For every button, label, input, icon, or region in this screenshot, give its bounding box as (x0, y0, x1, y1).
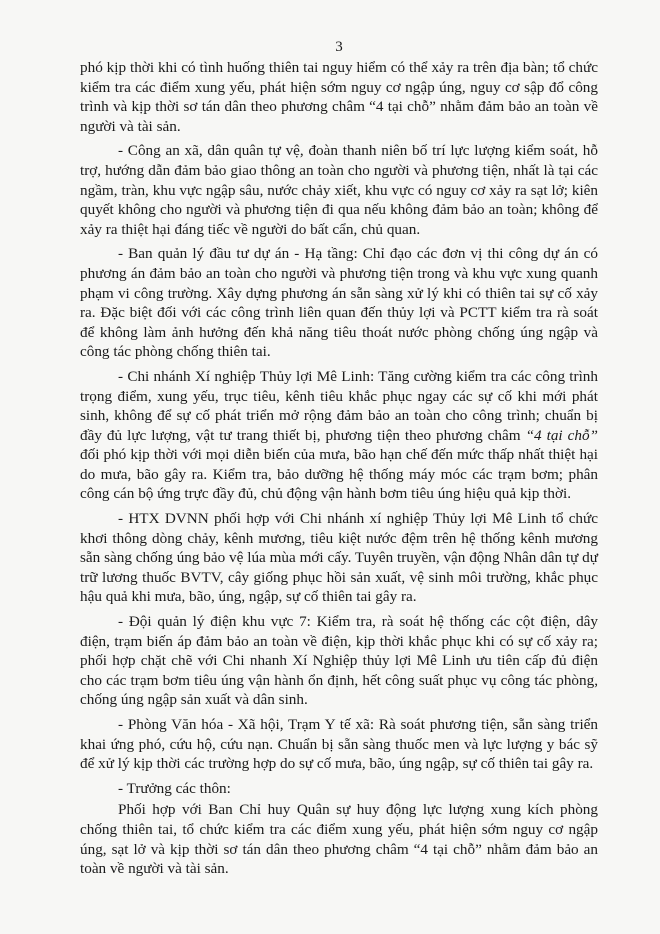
paragraph-project-board: - Ban quản lý đầu tư dự án - Hạ tầng: Chỉ đạo các đơn vị thi công dự án có phương án đảm bảo an toàn cho người và phương tiện trong và khu vực xung quanh phạm vi công trường. Xây dựng phương án sẵn sàng xử lý khi có thiên tai sự cố xảy ra. Đặc biệt đối với các công trình liên quan đến thủy lợi và PCTT kiểm tra rà soát để không làm ảnh hưởng đến khả năng tiêu thoát nước phòng chống úng ngập và công tác phòng chống thiên tai. (80, 245, 598, 361)
paragraph-agri-coop: - HTX DVNN phối hợp với Chi nhánh xí nghiệp Thủy lợi Mê Linh tổ chức khơi thông dòng chảy, kênh mương, tiêu kiệt nước đệm trên hệ thống kênh mương sẵn sàng chống úng bảo vệ lúa mùa mới cấy. Tuyên truyền, vận động Nhân dân tự dự trữ lương thuốc BVTV, cây giống phục hồi sản xuất, vệ sinh môi trường, khắc phục hậu quả khi mưa, bão, úng, ngập, sự cố thiên tai gây ra. (80, 510, 598, 606)
page-number: 3 (335, 39, 343, 55)
document-body (80, 58, 598, 879)
paragraph-irrigation-text-2: đối phó kịp thời với mọi diễn biến của mưa, bão hạn chế đến mức thấp nhất thiệt hại do mưa, bão gây ra. Kiểm tra, bảo dưỡng hệ thống máy móc các trạm bơm; phân công cán bộ ứng trực đầy đủ, chủ động vận hành bơm tiêu úng hiệu quả kịp thời. (80, 446, 598, 503)
paragraph-continuation: phó kịp thời khi có tình huống thiên tai nguy hiểm có thể xảy ra trên địa bàn; tổ chức kiểm tra các điểm xung yếu, phát hiện sớm nguy cơ ngập úng, nguy cơ sập đổ công trình và kịp thời sơ tán dân theo phương châm “4 tại chỗ” nhằm đảm bảo an toàn về người và tài sản. (80, 59, 598, 135)
paragraph-village-heads-heading: - Trưởng các thôn: (118, 779, 231, 797)
paragraph-police-militia: - Công an xã, dân quân tự vệ, đoàn thanh niên bố trí lực lượng kiểm soát, hỗ trợ, hướng dẫn đảm bảo giao thông an toàn cho người và phương tiện, nhất là tại các ngầm, tràn, khu vực ngập sâu, nước chảy xiết, khu vực có nguy cơ xảy ra sạt lở; kiên quyết không cho người và phương tiện đi qua nếu không đảm bảo an toàn; không để xảy ra thiệt hại đáng tiếc về người do bất cẩn, chủ quan. (80, 142, 598, 238)
paragraph-culture-health: - Phòng Văn hóa - Xã hội, Trạm Y tế xã: Rà soát phương tiện, sẵn sàng triển khai ứng phó, cứu hộ, cứu nạn. Chuẩn bị sẵn sàng thuốc men và lực lượng y bác sỹ để xử lý kịp thời các trường hợp do sự cố mưa, bão, úng ngập, sự cố thiên tai gây ra. (80, 716, 598, 773)
paragraph-irrigation-text-1: - Chi nhánh Xí nghiệp Thủy lợi Mê Linh: Tăng cường kiểm tra các công trình trọng điểm, xung yếu, trục tiêu, kênh tiêu khắc phục ngay các sự cố khi mới phát sinh, không để sự cố phát triển mở rộng đảm bảo an toàn cho công trình; chuẩn bị đầy đủ lực lượng, vật tư trang thiết bị, phương tiện theo phương châm (80, 367, 598, 444)
paragraph-irrigation-italic: “4 tại chỗ” (525, 426, 598, 444)
paragraph-power-team: - Đội quản lý điện khu vực 7: Kiểm tra, rà soát hệ thống các cột điện, dây điện, trạm biến áp đảm bảo an toàn về điện, kịp thời khắc phục khi có sự cố xảy ra; phối hợp chặt chẽ với Chi nhanh Xí Nghiệp thủy lợi Mê Linh ưu tiên cấp đủ điện cho các trạm bơm tiêu úng vận hành ổn định, hết công suất phục vụ công tác phòng, chống úng ngập sản xuất và dân sinh. (80, 613, 598, 709)
paragraph-irrigation-branch (80, 367, 598, 504)
paragraph-village-heads: Phối hợp với Ban Chỉ huy Quân sự huy động lực lượng xung kích phòng chống thiên tai, tổ chức kiểm tra các điểm xung yếu, phát hiện sớm nguy cơ ngập úng, sạt lở và kịp thời sơ tán dân theo phương châm “4 tại chỗ” nhằm đảm bảo an toàn về người và tài sản. (80, 801, 598, 878)
